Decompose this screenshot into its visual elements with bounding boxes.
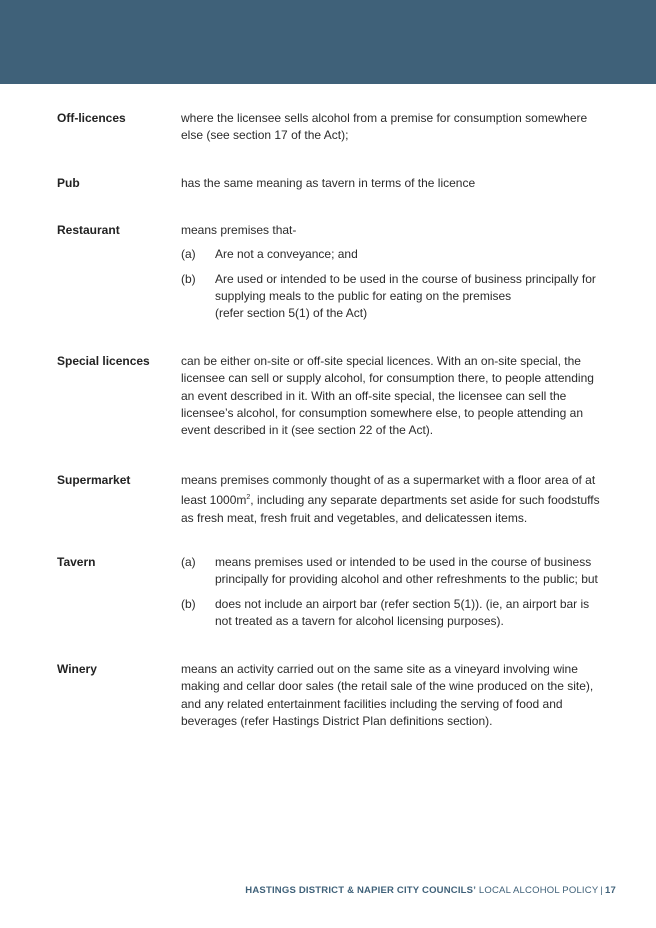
list-item-text: does not include an airport bar (refer section 5(1)). (ie, an airport bar is not treated as a tavern for alcohol licensing purposes). — [215, 596, 590, 628]
term-restaurant: Restaurant — [57, 223, 120, 237]
list-marker: (a) — [181, 247, 196, 262]
footer-separator: | — [600, 885, 604, 896]
list-item — [181, 271, 601, 323]
definition-text: , including any separate departments set aside for such foodstuffs as fresh meat, fresh fruit and vegetables, and delicatessen items. — [181, 493, 600, 525]
list-item-reference: (refer section 5(1) of the Act) — [215, 306, 368, 321]
term-off-licences: Off-licences — [57, 111, 126, 125]
term-supermarket: Supermarket — [57, 473, 131, 487]
page-footer — [245, 885, 616, 896]
page-number: 17 — [605, 885, 616, 896]
list-marker: (b) — [181, 596, 196, 611]
definition-intro: means premises that- — [181, 223, 297, 237]
list-item-text: Are not a conveyance; and — [215, 247, 358, 262]
list-item — [181, 246, 601, 263]
header-band — [0, 0, 656, 84]
footer-policy-title: LOCAL ALCOHOL POLICY — [478, 885, 599, 896]
list-item — [181, 554, 601, 589]
definition-tavern — [181, 554, 601, 630]
list-item — [181, 596, 601, 631]
term-winery: Winery — [57, 662, 97, 676]
term-special-licences: Special licences — [57, 354, 150, 368]
list-marker: (b) — [181, 271, 196, 286]
definition-winery: means an activity carried out on the same site as a vineyard involving wine making and cellar door sales (the retail sale of the wine produced on the site), and any related entertainment facilities including the serving of food and beverages (refer Hastings District Plan definitions section). — [181, 662, 594, 728]
definition-special-licences: can be either on-site or off-site special licences. With an on-site special, the licensee can sell or supply alcohol, for consumption there, to people attending an event described in it. With an off-site special, the licensee can sell the licensee’s alcohol, for consumption somewhere else, to people attending an event described in it (see section 22 of the Act). — [181, 354, 594, 438]
definition-supermarket — [181, 472, 601, 527]
term-tavern: Tavern — [57, 555, 96, 569]
term-pub: Pub — [57, 176, 80, 190]
superscript: 2 — [246, 494, 251, 502]
list-item-text: means premises used or intended to be used in the course of business principally for providing alcohol and other refreshments to the public; but — [215, 555, 598, 587]
definition-off-licences: where the licensee sells alcohol from a premise for consumption somewhere else (see section 17 of the Act); — [181, 111, 588, 143]
footer-brand: HASTINGS DISTRICT & NAPIER CITY COUNCILS’ — [245, 885, 477, 896]
definition-text: means premises commonly thought of as a supermarket with a floor area of at least 1000m — [181, 473, 596, 508]
list-marker: (a) — [181, 555, 196, 569]
list-item-text: Are used or intended to be used in the course of business principally for supplying meals to the public for eating on the premises — [215, 271, 596, 303]
definition-restaurant — [181, 222, 601, 322]
definition-pub: has the same meaning as tavern in terms of the licence — [181, 176, 476, 190]
